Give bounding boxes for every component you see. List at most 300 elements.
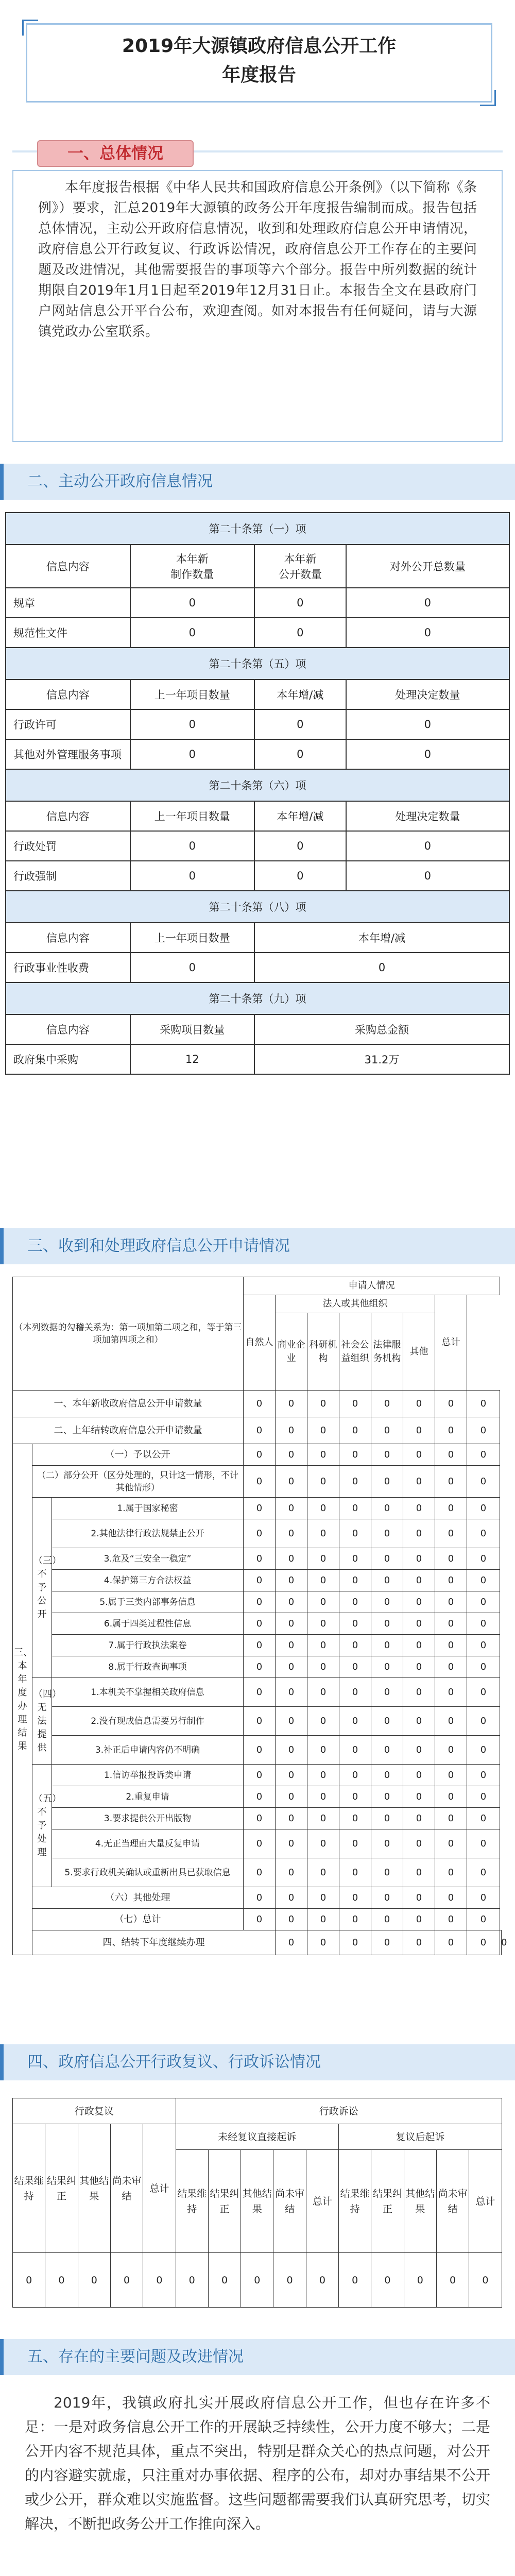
section-active-disclosure-heading: 二、主动公开政府信息情况: [27, 472, 213, 490]
zero-cell: 0: [276, 1548, 307, 1570]
col-header: 采购项目数量: [130, 1014, 255, 1044]
zero-cell: 0: [276, 1591, 307, 1613]
zero-cell: 0: [339, 1678, 371, 1707]
zero-cell: 0: [403, 1808, 435, 1829]
zero-cell: 0: [371, 1765, 403, 1786]
row-label: 1.属于国家秘密: [52, 1498, 244, 1519]
zero-cell: 0: [339, 1829, 371, 1858]
row-label: 2.没有现成信息需要另行制作: [52, 1707, 244, 1736]
zero-cell: 0: [403, 1417, 435, 1444]
zero-cell: 0: [435, 1613, 467, 1635]
zero-cell: 0: [371, 1678, 403, 1707]
col-header: 本年新 制作数量: [130, 545, 255, 588]
zero-cell: 0: [276, 1930, 307, 1955]
zero-cell: 0: [403, 1786, 435, 1808]
zero-cell: 0: [403, 1391, 435, 1417]
section-overview-heading: 一、总体情况: [37, 140, 194, 167]
zero-cell: 0: [307, 1736, 339, 1765]
row-label: 6.属于四类过程性信息: [52, 1613, 244, 1635]
legal-col-header: 商业企业: [276, 1313, 307, 1391]
zero-cell: 0: [307, 1417, 339, 1444]
zero-cell: 0: [276, 1519, 307, 1548]
row-label: 行政事业性收费: [6, 953, 130, 982]
zero-cell: 0: [371, 2253, 404, 2308]
zero-cell: 0: [403, 1909, 435, 1930]
zero-cell: 0: [276, 1808, 307, 1829]
zero-cell: 0: [435, 1519, 467, 1548]
row-label: 4.保护第三方合法权益: [52, 1570, 244, 1591]
zero-cell: 0: [403, 1707, 435, 1736]
row-label: （二）部分公开（区分处理的，只计这一情形，不计其他情形）: [32, 1466, 244, 1498]
zero-cell: 0: [435, 1786, 467, 1808]
zero-cell: 0: [435, 1391, 467, 1417]
col-header: 对外公开总数量: [346, 545, 509, 588]
zero-cell: 0: [371, 1391, 403, 1417]
col-header: 上一年项目数量: [130, 680, 255, 709]
row-label: 3.要求提供公开出版物: [52, 1808, 244, 1829]
col-header: 其他结果: [404, 2150, 436, 2253]
col-header: 上一年项目数量: [130, 801, 255, 831]
zero-cell: 0: [467, 1417, 500, 1444]
zero-cell: 0: [244, 1570, 276, 1591]
col-header: 本年增/减: [254, 680, 346, 709]
zero-cell: 0: [435, 1909, 467, 1930]
zero-cell: 0: [276, 1656, 307, 1678]
zero-cell: 0: [467, 1909, 500, 1930]
zero-cell: 0: [403, 1613, 435, 1635]
zero-cell: 0: [435, 1570, 467, 1591]
zero-cell: 0: [403, 1466, 435, 1498]
zero-cell: 0: [435, 1635, 467, 1656]
zero-cell: 0: [467, 1930, 500, 1955]
col-header: 信息内容: [6, 545, 130, 588]
zero-cell: 0: [403, 1444, 435, 1466]
zero-cell: 0: [244, 1858, 276, 1887]
legal-col-header: 其他: [403, 1313, 435, 1391]
zero-cell: 0: [276, 1613, 307, 1635]
section-problems-bar: [0, 2339, 515, 2375]
zero-cell: 0: [339, 1466, 371, 1498]
zero-cell: 0: [244, 1417, 276, 1444]
section-overview-box: [12, 170, 503, 442]
zero-cell: 0: [244, 1887, 276, 1909]
row-label: 一、本年新收政府信息公开申请数量: [13, 1391, 244, 1417]
zero-cell: 0: [244, 1466, 276, 1498]
zero-cell: 0: [339, 1656, 371, 1678]
zero-cell: 0: [435, 1466, 467, 1498]
zero-cell: 0: [307, 1591, 339, 1613]
zero-cell: 0: [339, 1613, 371, 1635]
active-disclosure-table: [5, 512, 510, 1075]
zero-cell: 0: [307, 1887, 339, 1909]
requests-table: [12, 1277, 507, 1955]
zero-cell: 0: [276, 1786, 307, 1808]
zero-cell: 0: [403, 1829, 435, 1858]
problems-paragraph-1: 2019年，我镇政府扎实开展政府信息公开工作，但也存在许多不足：一是对政务信息公开工作的开展缺乏持续性，公开力度不够大；二是公开内容不规范具体，重点不突出，特别是群众关心的热点问题，对公开的内容避实就虚，只注重对办事依据、程序的公布，却对办事结果不公开或少公开，群众难以实施监督。这些问题都需要我们认真研究思考，切实解决，不断把政务公开工作推向深入。: [25, 2394, 490, 2532]
zero-cell: 0: [208, 2253, 241, 2308]
zero-cell: 0: [467, 1707, 500, 1736]
legal-group-header: 法人或其他组织: [276, 1295, 435, 1313]
row-label: 行政强制: [6, 861, 130, 891]
zero-cell: 0: [307, 1909, 339, 1930]
report-title-line-2: 年度报告: [221, 64, 296, 86]
zero-cell: 0: [339, 1808, 371, 1829]
zero-cell: 0: [467, 1444, 500, 1466]
zero-cell: 0: [307, 1519, 339, 1548]
zero-cell: 0: [307, 1765, 339, 1786]
zero-cell: 0: [404, 2253, 436, 2308]
results-group-label: 三、本年度办理结果: [13, 1444, 32, 1955]
row-label: 4.无正当理由大量反复申请: [52, 1829, 244, 1858]
col-header: 信息内容: [6, 801, 130, 831]
zero-cell: 0: [435, 1829, 467, 1858]
zero-cell: 0: [307, 1391, 339, 1417]
zero-cell: 0: [467, 1548, 500, 1570]
section-requests-bar: [0, 1228, 515, 1264]
zero-cell: 0: [244, 1736, 276, 1765]
zero-cell: 0: [244, 1498, 276, 1519]
zero-cell: 0: [371, 1656, 403, 1678]
zero-cell: 0: [339, 1858, 371, 1887]
zero-cell: 0: [307, 1829, 339, 1858]
zero-cell: 0: [339, 1635, 371, 1656]
row-label: 二、上年结转政府信息公开申请数量: [13, 1417, 244, 1444]
zero-cell: 0: [467, 1829, 500, 1858]
row-label: 其他对外管理服务事项: [6, 739, 130, 769]
zero-cell: 0: [339, 1570, 371, 1591]
cell: 0: [130, 709, 255, 739]
zero-cell: 0: [371, 1417, 403, 1444]
review-litigation-table: [12, 2098, 502, 2308]
zero-cell: 0: [276, 1707, 307, 1736]
zero-cell: 0: [306, 2253, 338, 2308]
zero-cell: 0: [371, 1570, 403, 1591]
zero-cell: 0: [339, 1909, 371, 1930]
section-requests-heading: 三、收到和处理政府信息公开申请情况: [27, 1237, 290, 1255]
row-label: 5.要求行政机关确认或重新出具已获取信息: [52, 1858, 244, 1887]
zero-cell: 0: [435, 1417, 467, 1444]
zero-cell: 0: [307, 1786, 339, 1808]
row-label: 政府集中采购: [6, 1044, 130, 1074]
zero-cell: 0: [276, 1765, 307, 1786]
zero-cell: 0: [244, 1786, 276, 1808]
zero-cell: 0: [307, 1548, 339, 1570]
col-header: 总计: [306, 2150, 338, 2253]
zero-cell: 0: [307, 1678, 339, 1707]
band-item-5: 第二十条第（五）项: [6, 648, 509, 680]
zero-cell: 0: [307, 1444, 339, 1466]
cell: 0: [254, 588, 346, 618]
zero-cell: 0: [467, 1678, 500, 1707]
zero-cell: 0: [371, 1930, 403, 1955]
zero-cell: 0: [244, 1707, 276, 1736]
zero-cell: 0: [467, 1786, 500, 1808]
cell: 0: [346, 739, 509, 769]
zero-cell: 0: [244, 1808, 276, 1829]
group-label: （三）不予公开: [32, 1498, 52, 1678]
report-title-line-1: 2019年大源镇政府信息公开工作: [122, 36, 397, 57]
zero-cell: 0: [435, 1858, 467, 1887]
zero-cell: 0: [339, 1765, 371, 1786]
zero-cell: 0: [339, 1417, 371, 1444]
zero-cell: 0: [276, 1635, 307, 1656]
title-box: [26, 23, 492, 103]
cell: 0: [346, 831, 509, 861]
applicant-header: 申请人情况: [244, 1277, 500, 1295]
zero-cell: 0: [467, 1736, 500, 1765]
zero-cell: 0: [276, 1678, 307, 1707]
zero-cell: 0: [403, 1656, 435, 1678]
cell: 0: [346, 618, 509, 648]
zero-cell: 0: [467, 1887, 500, 1909]
zero-cell: 0: [403, 1498, 435, 1519]
natural-person-header: 自然人: [244, 1295, 276, 1391]
row-label: 8.属于行政查询事项: [52, 1656, 244, 1678]
zero-cell: 0: [467, 1466, 500, 1498]
cell: 0: [346, 861, 509, 891]
legal-col-header: 法律服务机构: [371, 1313, 403, 1391]
cell: 0: [346, 709, 509, 739]
zero-cell: 0: [307, 1656, 339, 1678]
row-label: 2.其他法律行政法规禁止公开: [52, 1519, 244, 1548]
zero-cell: 0: [371, 1909, 403, 1930]
cell: 0: [254, 709, 346, 739]
zero-cell: 0: [403, 1678, 435, 1707]
row-label: （六）其他处理: [32, 1887, 244, 1909]
zero-cell: 0: [244, 1548, 276, 1570]
col-header: 本年增/减: [254, 923, 509, 953]
zero-cell: 0: [371, 1829, 403, 1858]
col-header: 处理决定数量: [346, 801, 509, 831]
col-header: 本年增/减: [254, 801, 346, 831]
zero-cell: 0: [307, 1570, 339, 1591]
zero-cell: 0: [45, 2253, 78, 2308]
zero-cell: 0: [467, 1391, 500, 1417]
zero-cell: 0: [371, 1444, 403, 1466]
col-header: 尚未审结: [273, 2150, 306, 2253]
zero-cell: 0: [435, 1678, 467, 1707]
zero-cell: 0: [469, 2253, 502, 2308]
zero-cell: 0: [244, 1678, 276, 1707]
zero-cell: 0: [435, 1656, 467, 1678]
zero-cell: 0: [339, 1391, 371, 1417]
zero-cell: 0: [403, 1548, 435, 1570]
col-header: 尚未审结: [436, 2150, 469, 2253]
zero-cell: 0: [307, 1498, 339, 1519]
zero-cell: 0: [276, 1858, 307, 1887]
zero-cell: 0: [339, 1786, 371, 1808]
zero-cell: 0: [436, 2253, 469, 2308]
zero-cell: 0: [403, 1736, 435, 1765]
band-item-8: 第二十条第（八）项: [6, 891, 509, 923]
col-header: 结果维持: [339, 2150, 371, 2253]
zero-cell: 0: [371, 1707, 403, 1736]
zero-cell: 0: [339, 1548, 371, 1570]
zero-cell: 0: [435, 1591, 467, 1613]
zero-cell: 0: [339, 1444, 371, 1466]
row-label: 规范性文件: [6, 618, 130, 648]
col-header: 上一年项目数量: [130, 923, 255, 953]
zero-cell: 0: [371, 1519, 403, 1548]
zero-cell: 0: [276, 1466, 307, 1498]
zero-cell: 0: [339, 1519, 371, 1548]
zero-cell: 0: [276, 1444, 307, 1466]
col-header: 尚未审结: [110, 2124, 143, 2253]
cell: 0: [254, 739, 346, 769]
zero-cell: 0: [467, 1519, 500, 1548]
cell: 0: [254, 953, 509, 982]
zero-cell: 0: [339, 1887, 371, 1909]
zero-cell: 0: [339, 1736, 371, 1765]
row-label: 行政许可: [6, 709, 130, 739]
col-header: 信息内容: [6, 923, 130, 953]
zero-cell: 0: [371, 1808, 403, 1829]
zero-cell: 0: [276, 1570, 307, 1591]
zero-cell: 0: [276, 1498, 307, 1519]
zero-cell: 0: [403, 1519, 435, 1548]
zero-cell: 0: [435, 1444, 467, 1466]
zero-cell: 0: [435, 1887, 467, 1909]
zero-cell: 0: [467, 1656, 500, 1678]
row-label: 四、结转下年度继续办理: [32, 1930, 276, 1955]
legal-col-header: 科研机构: [307, 1313, 339, 1391]
zero-cell: 0: [143, 2253, 176, 2308]
zero-cell: 0: [307, 1466, 339, 1498]
zero-cell: 0: [244, 1635, 276, 1656]
zero-cell: 0: [371, 1635, 403, 1656]
zero-cell: 0: [371, 1858, 403, 1887]
zero-cell: 0: [467, 1570, 500, 1591]
zero-cell: 0: [244, 1519, 276, 1548]
col-header: 信息内容: [6, 680, 130, 709]
section-overview-header: [12, 140, 503, 165]
zero-cell: 0: [403, 1570, 435, 1591]
zero-cell: 0: [467, 1591, 500, 1613]
zero-cell: 0: [403, 1591, 435, 1613]
zero-cell: 0: [244, 1765, 276, 1786]
col-header: 总计: [143, 2124, 176, 2253]
zero-cell: 0: [467, 1808, 500, 1829]
group-label: （四）无法提供: [32, 1678, 52, 1765]
zero-cell: 0: [467, 1765, 500, 1786]
col-header: 结果维持: [13, 2124, 45, 2253]
section-review-litigation-bar: [0, 2044, 515, 2080]
litigation-header: 行政诉讼: [176, 2098, 502, 2124]
row-label: （七）总计: [32, 1909, 244, 1930]
after-review-header: 复议后起诉: [339, 2124, 502, 2150]
section-active-disclosure-bar: [0, 464, 515, 500]
zero-cell: 0: [276, 1887, 307, 1909]
col-header: 本年新 公开数量: [254, 545, 346, 588]
zero-cell: 0: [244, 1591, 276, 1613]
cell: 0: [130, 588, 255, 618]
row-label: 3.危及“三安全一稳定”: [52, 1548, 244, 1570]
zero-cell: 0: [371, 1786, 403, 1808]
row-label: 7.属于行政执法案卷: [52, 1635, 244, 1656]
zero-cell: 0: [339, 1930, 371, 1955]
cell: 0: [130, 861, 255, 891]
zero-cell: 0: [467, 1635, 500, 1656]
cell: 0: [130, 831, 255, 861]
zero-cell: 0: [176, 2253, 208, 2308]
zero-cell: 0: [403, 1858, 435, 1887]
cell: 0: [254, 618, 346, 648]
corner-note: （本列数据的勾稽关系为：第一项加第二项之和，等于第三项加第四项之和）: [13, 1277, 244, 1391]
zero-cell: 0: [371, 1736, 403, 1765]
zero-cell: 0: [467, 1858, 500, 1887]
group-label: （五）不予处理: [32, 1765, 52, 1887]
col-header: 总计: [469, 2150, 502, 2253]
zero-cell: 0: [467, 1498, 500, 1519]
zero-cell: 0: [307, 1808, 339, 1829]
zero-cell: 0: [403, 1887, 435, 1909]
row-label: （一）予以公开: [32, 1444, 244, 1466]
row-label: 3.补正后申请内容仍不明确: [52, 1736, 244, 1765]
cell: 0: [346, 588, 509, 618]
col-header: 信息内容: [6, 1014, 130, 1044]
zero-cell: 0: [244, 1656, 276, 1678]
zero-cell: 0: [273, 2253, 306, 2308]
overview-text: 本年度报告根据《中华人民共和国政府信息公开条例》（以下简称《条例》）要求，汇总2019年大源镇的政务公开年度报告编制而成。报告包括总体情况，主动公开政府信息情况，收到和处理政府信息公开申请情况，政府信息公开行政复议、行政诉讼情况，政府信息公开工作存在的主要问题及改进情况，其他需要报告的事项等六个部分。报告中所列数据的统计期限自2019年1月1日起至2019年12月31日止。本报告全文在县政府门户网站信息公开平台公布，欢迎查阅。如对本报告有任何疑问，请与大源镇党政办公室联系。: [38, 180, 477, 340]
zero-cell: 0: [276, 1391, 307, 1417]
zero-cell: 0: [307, 1858, 339, 1887]
zero-cell: 0: [276, 1736, 307, 1765]
zero-cell: 0: [371, 1466, 403, 1498]
band-item-6: 第二十条第（六）项: [6, 769, 509, 801]
zero-cell: 0: [339, 1707, 371, 1736]
review-header: 行政复议: [13, 2098, 176, 2124]
zero-cell: 0: [435, 1498, 467, 1519]
zero-cell: 0: [339, 1591, 371, 1613]
zero-cell: 0: [244, 1444, 276, 1466]
legal-col-header: 社会公益组织: [339, 1313, 371, 1391]
section-problems-heading: 五、存在的主要问题及改进情况: [27, 2348, 244, 2366]
col-header: 其他结果: [78, 2124, 110, 2253]
row-label: 1.信访举报投诉类申请: [52, 1765, 244, 1786]
col-header: 处理决定数量: [346, 680, 509, 709]
direct-suit-header: 未经复议直接起诉: [176, 2124, 338, 2150]
zero-cell: 0: [276, 1829, 307, 1858]
zero-cell: 0: [371, 1498, 403, 1519]
zero-cell: 0: [307, 1613, 339, 1635]
col-header: 结果纠正: [371, 2150, 404, 2253]
zero-cell: 0: [244, 1391, 276, 1417]
zero-cell: 0: [371, 1613, 403, 1635]
zero-cell: 0: [276, 1417, 307, 1444]
zero-cell: 0: [435, 1707, 467, 1736]
zero-cell: 0: [435, 1736, 467, 1765]
zero-cell: 0: [371, 1591, 403, 1613]
col-header: 结果纠正: [208, 2150, 241, 2253]
zero-cell: 0: [307, 1707, 339, 1736]
cell: 0: [130, 739, 255, 769]
cell: 0: [130, 953, 255, 982]
zero-cell: 0: [435, 1765, 467, 1786]
zero-cell: 0: [435, 1548, 467, 1570]
zero-cell: 0: [403, 1765, 435, 1786]
zero-cell: 0: [467, 1613, 500, 1635]
col-header: 结果纠正: [45, 2124, 78, 2253]
row-label: 规章: [6, 588, 130, 618]
zero-cell: 0: [435, 1808, 467, 1829]
zero-cell: 0: [339, 2253, 371, 2308]
zero-cell: 0: [371, 1887, 403, 1909]
col-header: 结果维持: [176, 2150, 208, 2253]
row-label: 2.重复申请: [52, 1786, 244, 1808]
cell: 0: [254, 831, 346, 861]
zero-cell: 0: [371, 1548, 403, 1570]
row-label: 行政处罚: [6, 831, 130, 861]
